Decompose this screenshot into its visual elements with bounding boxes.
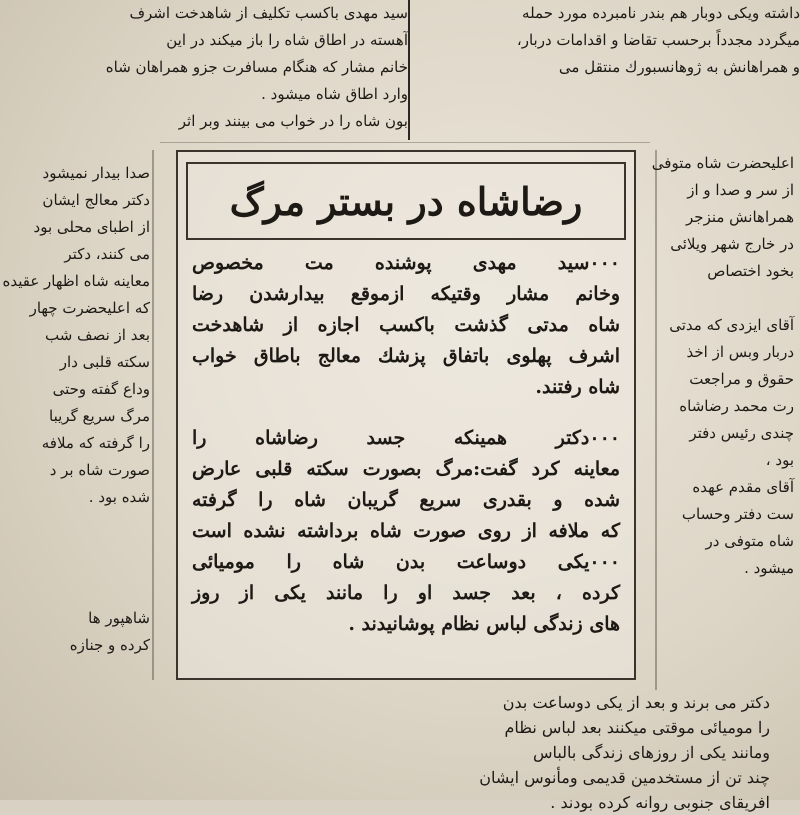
text-line: اعلیحضرت شاه متوفی: [651, 154, 794, 172]
text-line: شاهپور ها: [88, 609, 150, 627]
text-line: وارد اطاق شاه میشود .: [261, 85, 408, 103]
text-line: شاه متوفی در: [705, 532, 794, 550]
paragraph-gap: [192, 403, 620, 423]
article-line: های زندگی لباس نظام پوشانیدند .: [348, 613, 620, 635]
text-line: شده بود .: [88, 488, 150, 506]
text-line: صورت شاه بر د: [49, 461, 150, 479]
text-line: دکتر معالج ایشان: [42, 191, 150, 209]
text-line: آهسته در اطاق شاه را باز میکند در این: [166, 31, 408, 49]
text-line: دربار وبس از اخذ: [686, 343, 794, 361]
article-line: شده و بقدری سریع گریبان شاه را گرفته: [192, 489, 620, 511]
text-line: بود ،: [765, 451, 794, 469]
text-line: در خارج شهر ویلائی: [670, 235, 794, 253]
headline-frame: [186, 162, 626, 240]
text-line: از اطبای محلی بود: [33, 218, 150, 236]
headline: رضاشاه در بستر مرگ: [229, 178, 583, 224]
text-line: بخود اختصاص: [707, 262, 794, 280]
text-line: ومانند یکی از روزهای زندگی بالباس: [532, 743, 770, 762]
article-line: شاه مدتی گذشت باکسب اجازه از شاهدخت: [192, 314, 620, 336]
text-line: صدا بیدار نمیشود: [42, 164, 150, 182]
text-line: چندی رئیس دفتر: [689, 424, 794, 442]
text-line: معاینه شاه اظهار عقیده: [2, 272, 150, 290]
article-line: شاه رفتند.: [535, 376, 620, 398]
text-line: حقوق و مراجعت: [689, 370, 794, 388]
text-line: می کنند، دکتر: [64, 245, 150, 263]
column-left-lower: [0, 605, 150, 685]
boxed-article: [176, 150, 636, 680]
text-line: بون شاه را در خواب می بینند وبر اثر: [178, 112, 408, 130]
article-line: کرده ، بعد جسد او را مانند یکی از روز: [192, 582, 620, 604]
text-line: و همراهانش به ژوهانسبورك منتقل می: [558, 58, 800, 76]
text-line: که اعلیحضرت چهار: [29, 299, 150, 317]
column-divider: [152, 150, 154, 680]
text-line: کرده و جنازه: [69, 636, 150, 654]
text-line: چند تن از مستخدمین قدیمی ومأنوس ایشان: [479, 768, 770, 787]
text-line: داشته ویکی دوبار هم بندر نامبرده مورد حمله: [522, 4, 800, 22]
text-line: میگردد مجدداً برحسب تقاضا و اقدامات دربار،: [516, 31, 800, 49]
text-line: افریقای جنوبی روانه کرده بودند .: [550, 793, 770, 812]
text-line: دکتر می برند و بعد از یکی دوساعت بدن: [502, 693, 770, 712]
text-line: سید مهدی باکسب تکلیف از شاهدخت اشرف: [129, 4, 408, 22]
article-line: ۰۰۰سید مهدی پوشنده مت مخصوص: [192, 252, 620, 274]
text-line: خانم مشار که هنگام مسافرت جزو همراهان شاه: [105, 58, 408, 76]
text-line: رت محمد رضاشاه: [679, 397, 794, 415]
text-line: آقای مقدم عهده: [692, 478, 794, 496]
text-line: سکته قلبی دار: [59, 353, 150, 371]
section-divider: [160, 142, 650, 143]
column-top-right: [418, 0, 800, 120]
column-top-middle: [105, 0, 408, 130]
column-left: [0, 160, 150, 590]
text-line: از سر و صدا و از: [687, 181, 794, 199]
text-line: مرگ سریع گریبا: [49, 407, 150, 425]
article-line: وخانم مشار وقتیکه ازموقع بیدارشدن رضا: [192, 283, 620, 305]
text-line: بعد از نصف شب: [44, 326, 150, 344]
article-line: ۰۰۰دکتر همینکه جسد رضاشاه را: [192, 427, 620, 449]
column-bottom: [300, 690, 770, 812]
text-line: [640, 285, 794, 312]
column-divider: [408, 0, 410, 140]
text-line: همراهانش منزجر: [686, 208, 794, 226]
text-line: وداع گفته وحتی: [52, 380, 150, 398]
text-line: را گرفته که ملافه: [41, 434, 150, 452]
text-line: آقای ایزدی که مدتی: [669, 316, 794, 334]
column-divider: [655, 150, 657, 690]
column-right: [640, 150, 800, 720]
article-body: [192, 248, 620, 640]
article-line: ۰۰۰یکی دوساعت بدن شاه را مومیائی: [192, 551, 620, 573]
text-line: ست دفتر وحساب: [681, 505, 794, 523]
article-line: معاینه کرد گفت:مرگ بصورت سکته قلبی عارض: [192, 458, 620, 480]
text-line: میشود .: [744, 559, 794, 577]
article-line: که ملافه از روی صورت شاه برداشته نشده است: [192, 520, 620, 542]
article-line: اشرف پهلوی باتفاق پزشك معالج باطاق خواب: [192, 345, 620, 367]
text-line: را مومیائی موقتی میکنند بعد لباس نظام: [504, 718, 770, 737]
